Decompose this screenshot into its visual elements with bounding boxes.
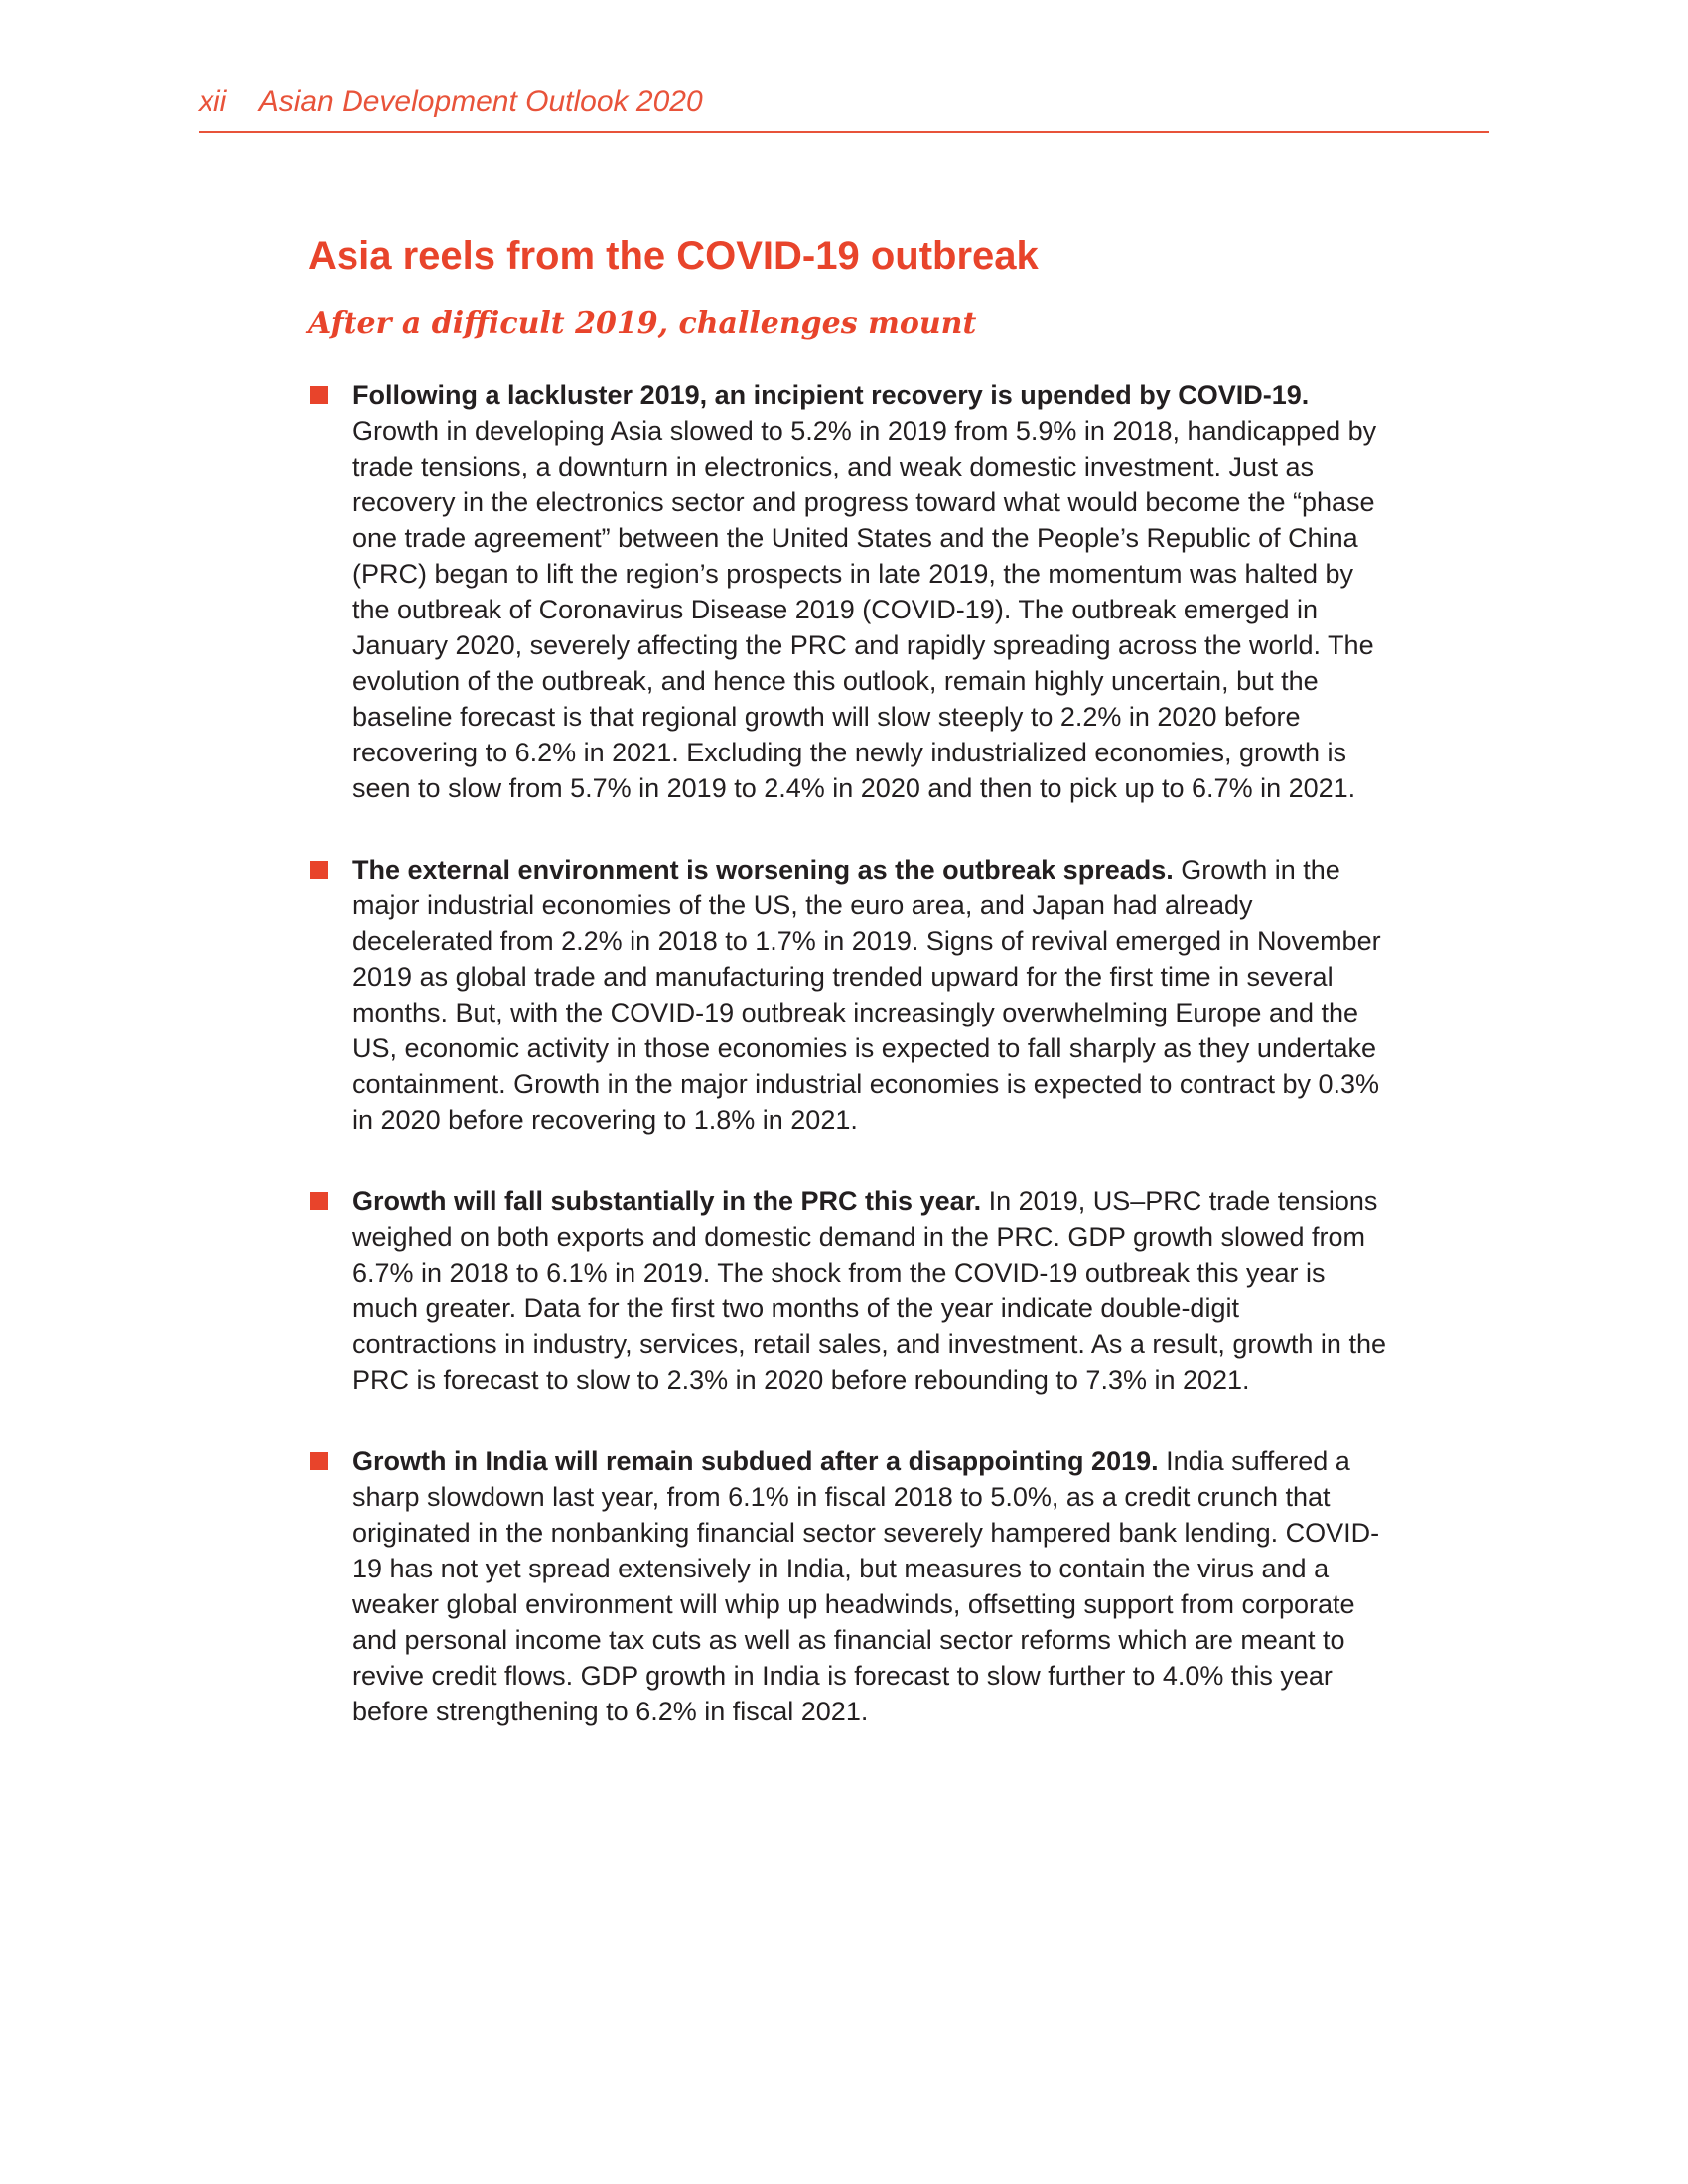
bullet-item (308, 1443, 1390, 1729)
bullet-body: Growth in developing Asia slowed to 5.2% in 2019 from 5.9% in 2018, handicapped by trade tensions, a downturn in electronics, and weak domestic investment. Just as recovery in the electronics sector and progress toward what would become the “phase one trade agreement” between the United States and the People’s Republic of China (PRC) began to lift the region’s prospects in late 2019, the momentum was halted by the outbreak of Coronavirus Disease 2019 (COVID-19). The outbreak emerged in January 2020, severely affecting the PRC and rapidly spreading across the world. The evolution of the outbreak, and hence this outlook, remain highly uncertain, but the baseline forecast is that regional growth will slow steeply to 2.2% in 2020 before recovering to 6.2% in 2021. Excluding the newly industrialized economies, growth is seen to slow from 5.7% in 2019 to 2.4% in 2020 and then to pick up to 6.7% in 2021. (352, 416, 1377, 803)
bullet-body: In 2019, US–PRC trade tensions weighed on both exports and domestic demand in the PRC. GDP growth slowed from 6.7% in 2018 to 6.1% in 2019. The shock from the COVID-19 outbreak this year is much greater. Data for the first two months of the year indicate double-digit contractions in industry, services, retail sales, and investment. As a result, growth in the PRC is forecast to slow to 2.3% in 2020 before rebounding to 7.3% in 2021. (352, 1186, 1386, 1395)
bullet-list (308, 377, 1400, 1729)
book-title: Asian Development Outlook 2020 (258, 85, 703, 118)
main-content (308, 230, 1400, 1775)
bullet-item (308, 1183, 1390, 1398)
square-bullet-icon (310, 861, 328, 879)
square-bullet-icon (310, 1452, 328, 1470)
bullet-body: India suffered a sharp slowdown last year, from 6.1% in fiscal 2018 to 5.0%, as a credit crunch that originated in the nonbanking financial sector severely hampered bank lending. COVID-19 has not yet spread extensively in India, but measures to contain the virus and a weaker global environment will whip up headwinds, offsetting support from corporate and personal income tax cuts as well as financial sector reforms which are meant to revive credit flows. GDP growth in India is forecast to slow further to 4.0% this year before strengthening to 6.2% in fiscal 2021. (352, 1446, 1380, 1726)
section-title: Asia reels from the COVID-19 outbreak (308, 234, 1039, 278)
bullet-lead: Growth in India will remain subdued after a disappointing 2019. (352, 1446, 1167, 1476)
page-number: xii (199, 85, 227, 118)
bullet-body: Growth in the major industrial economies of the US, the euro area, and Japan had already decelerated from 2.2% in 2018 to 1.7% in 2019. Signs of revival emerged in November 2019 as global trade and manufacturing trended upward for the first time in several months. But, with the COVID-19 outbreak increasingly overwhelming Europe and the US, economic activity in those economies is expected to fall sharply as they undertake containment. Growth in the major industrial economies is expected to contract by 0.3% in 2020 before recovering to 1.8% in 2021. (352, 855, 1381, 1135)
square-bullet-icon (310, 1192, 328, 1210)
bullet-lead: Growth will fall substantially in the PRC this year. (352, 1186, 989, 1216)
section-subtitle: After a difficult 2019, challenges mount (308, 306, 977, 341)
bullet-item (308, 852, 1390, 1138)
square-bullet-icon (310, 386, 328, 404)
bullet-item (308, 377, 1390, 806)
bullet-lead: Following a lackluster 2019, an incipient recovery is upended by COVID-19. (352, 380, 1310, 410)
bullet-lead: The external environment is worsening as the outbreak spreads. (352, 855, 1182, 885)
running-head (199, 85, 1489, 133)
